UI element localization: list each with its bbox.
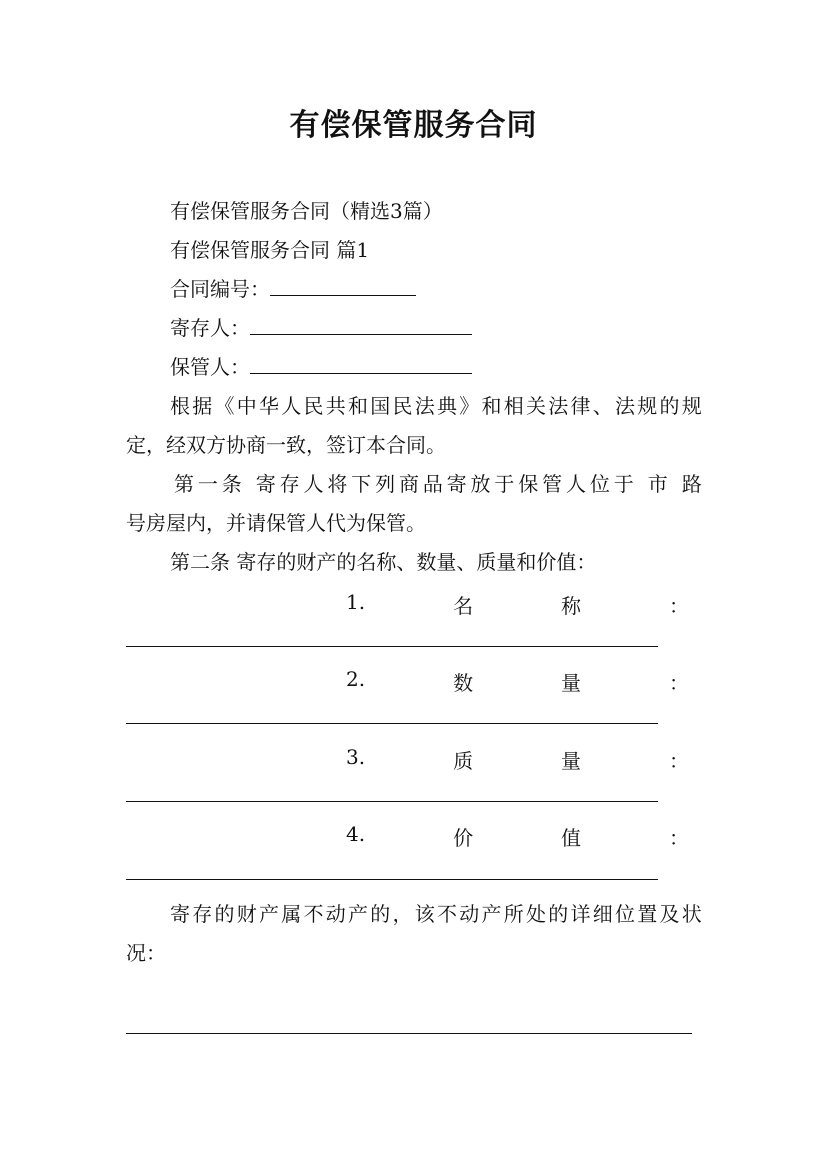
intro-line: 有偿保管服务合同（精选3篇） [170, 199, 443, 223]
justified-char: 人 [281, 394, 302, 418]
justified-char: 品 [422, 472, 443, 496]
justified-char: 保 [518, 472, 539, 496]
item-colon: ： [669, 594, 689, 618]
item-number: 1. [346, 590, 366, 614]
justified-char: 该 [414, 902, 435, 926]
real-estate-line1 [170, 895, 702, 934]
item-number: 3. [346, 745, 366, 769]
justified-char: 规 [681, 394, 702, 418]
justified-char: 和 [348, 394, 368, 418]
item-name-blank[interactable] [126, 646, 658, 647]
item-label-char: 量 [561, 749, 582, 773]
item-row-value [346, 822, 689, 851]
justified-char: 相 [503, 394, 524, 418]
article-one-line2: 号房屋内，并请保管人代为保管。 [126, 511, 426, 535]
justified-char: 《 [214, 394, 235, 418]
part-heading: 有偿保管服务合同 篇1 [170, 238, 370, 262]
justified-char: 于 [494, 472, 515, 496]
justified-char: 路 [681, 472, 702, 496]
justified-char: 条 [221, 472, 242, 496]
custodian-line [170, 348, 472, 387]
item-colon: ： [669, 671, 689, 695]
justified-char: 产 [481, 902, 502, 926]
justified-char: 位 [589, 472, 610, 496]
justified-char: 位 [615, 902, 635, 926]
justified-char: 国 [370, 394, 391, 418]
justified-char: 第 [174, 472, 194, 496]
justified-char: 典 [437, 394, 457, 418]
justified-char: 列 [375, 472, 396, 496]
item-row-quality [346, 745, 689, 774]
contract-number-label: 合同编号： [170, 277, 270, 301]
justified-char: 属 [281, 902, 302, 926]
document-title: 有偿保管服务合同 [289, 108, 538, 143]
contract-number-blank[interactable] [270, 273, 416, 296]
justified-char: 民 [303, 394, 324, 418]
item-label-char: 价 [453, 826, 474, 850]
custodian-blank[interactable] [250, 351, 472, 374]
paragraph-legal-basis-line2: 定，经双方协商一致，签订本合同。 [126, 433, 446, 457]
justified-char: 不 [437, 902, 457, 926]
justified-char: 管 [542, 472, 563, 496]
item-label-char: 值 [561, 826, 582, 850]
custodian-label: 保管人： [170, 355, 250, 379]
justified-char: 将 [327, 472, 348, 496]
justified-char: 产 [259, 902, 279, 926]
real-estate-line2: 况： [126, 941, 166, 965]
justified-char: 产 [348, 902, 368, 926]
justified-char: 及 [659, 902, 680, 926]
justified-char: 人 [565, 472, 586, 496]
depositor-line [170, 309, 472, 348]
item-label-char: 称 [561, 594, 582, 618]
justified-char: 根 [170, 394, 190, 418]
contract-number-line [170, 270, 416, 309]
justified-char: 、 [592, 394, 613, 418]
item-label-char: 量 [561, 671, 582, 695]
item-colon: ： [669, 749, 689, 773]
item-label-char: 名 [453, 594, 474, 618]
justified-char: 一 [197, 472, 218, 496]
justified-char [638, 465, 644, 504]
item-number: 4. [346, 822, 366, 846]
real-estate-location-blank[interactable] [126, 1033, 692, 1034]
justified-char: 于 [613, 472, 634, 496]
justified-char: 法 [548, 394, 569, 418]
justified-char: 所 [503, 902, 524, 926]
paragraph-legal-basis-line1 [170, 387, 702, 426]
justified-char: 详 [570, 902, 591, 926]
justified-char: 置 [637, 902, 658, 926]
justified-char: 存 [279, 472, 300, 496]
item-number: 2. [346, 667, 366, 691]
justified-char: 寄 [446, 472, 467, 496]
justified-char: 和 [481, 394, 502, 418]
justified-char: 存 [192, 902, 213, 926]
justified-char: 财 [236, 902, 257, 926]
justified-char: 的 [370, 902, 391, 926]
justified-char: 细 [592, 902, 613, 926]
justified-char: 的 [214, 902, 235, 926]
justified-char: 商 [398, 472, 419, 496]
item-quantity-blank[interactable] [126, 723, 658, 724]
justified-char: 寄 [170, 902, 190, 926]
depositor-label: 寄存人： [170, 316, 250, 340]
justified-char: 共 [325, 394, 346, 418]
justified-char: 寄 [255, 472, 276, 496]
justified-char: 动 [459, 902, 480, 926]
justified-char [672, 465, 678, 504]
justified-char: 状 [681, 902, 702, 926]
justified-char: 华 [259, 394, 279, 418]
item-colon: ： [669, 826, 689, 850]
justified-char: 》 [459, 394, 480, 418]
justified-char: 市 [647, 472, 668, 496]
justified-char: 的 [659, 394, 680, 418]
item-value-blank[interactable] [126, 879, 658, 880]
justified-char: 处 [526, 902, 546, 926]
item-row-name [346, 590, 689, 619]
justified-char: 法 [414, 394, 435, 418]
justified-char: 法 [615, 394, 635, 418]
item-row-quantity [346, 667, 689, 696]
justified-char: 民 [392, 394, 413, 418]
justified-char: 放 [470, 472, 491, 496]
item-label-char: 质 [453, 749, 474, 773]
justified-char: 下 [351, 472, 372, 496]
justified-char: 人 [303, 472, 324, 496]
item-label-char: 数 [453, 671, 474, 695]
article-one-line1 [174, 465, 702, 504]
justified-char: 不 [303, 902, 324, 926]
justified-char: 的 [548, 902, 569, 926]
depositor-blank[interactable] [250, 312, 472, 335]
item-quality-blank[interactable] [126, 801, 658, 802]
article-two-heading: 第二条 寄存的财产的名称、数量、质量和价值： [170, 550, 597, 574]
justified-char [246, 465, 252, 504]
justified-char: 据 [192, 394, 213, 418]
justified-char: 律 [570, 394, 591, 418]
justified-char: 动 [325, 902, 346, 926]
justified-char: 关 [526, 394, 546, 418]
justified-char: ， [392, 902, 413, 926]
justified-char: 中 [236, 394, 257, 418]
justified-char: 规 [637, 394, 658, 418]
